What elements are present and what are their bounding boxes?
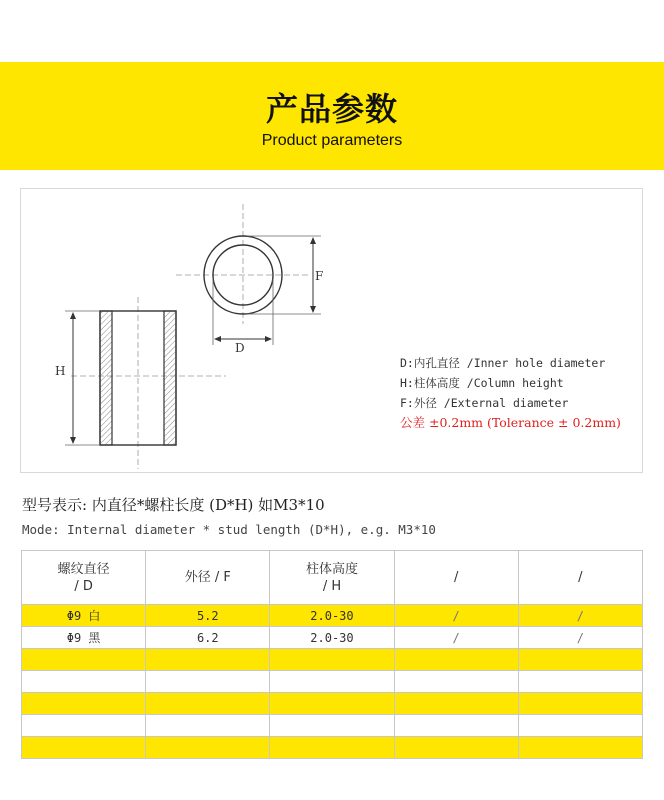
- table-cell: [394, 693, 518, 715]
- table-cell: Φ9 黑: [22, 627, 146, 649]
- label-h: H: [55, 364, 66, 378]
- table-cell: 2.0-30: [270, 605, 394, 627]
- header-line1: /: [453, 570, 459, 585]
- table-row: [22, 605, 643, 627]
- table-row: [22, 715, 643, 737]
- page-title: 产品参数: [265, 90, 398, 128]
- header-line1: 外径 / F: [184, 570, 231, 585]
- table-cell: 6.2: [146, 627, 270, 649]
- model-format-cn: 型号表示: 内直径*螺柱长度 (D*H) 如M3*10: [22, 496, 325, 514]
- table-cell: /: [394, 627, 518, 649]
- table-cell: [146, 715, 270, 737]
- header-line1: 柱体高度: [305, 561, 358, 577]
- table-row: [22, 671, 643, 693]
- side-view: [55, 297, 226, 469]
- table-cell: [394, 715, 518, 737]
- table-cell: [22, 715, 146, 737]
- header-line1: /: [578, 570, 583, 585]
- label-f: F: [315, 269, 324, 283]
- tolerance-note: 公差 ±0.2mm (Tolerance ± 0.2mm): [400, 415, 621, 430]
- table-cell: [270, 693, 394, 715]
- table-cell: [22, 737, 146, 759]
- legend: [400, 353, 621, 433]
- table-cell: [518, 649, 642, 671]
- table-cell: 5.2: [146, 605, 270, 627]
- top-view: [176, 204, 323, 355]
- table-row: [22, 649, 643, 671]
- table-cell: [22, 671, 146, 693]
- table-cell: [146, 693, 270, 715]
- table-cell: [518, 671, 642, 693]
- header-line2: / D: [74, 578, 93, 594]
- model-format-en: Mode: Internal diameter * stud length (D*H), e.g. M3*10: [22, 522, 436, 537]
- table-cell: [22, 693, 146, 715]
- table-cell: [22, 649, 146, 671]
- table-cell: [518, 693, 642, 715]
- table-row: [22, 693, 643, 715]
- table-cell: [518, 737, 642, 759]
- table-cell: Φ9 白: [22, 605, 146, 627]
- table-header-cell: [518, 551, 642, 605]
- table-cell: [146, 649, 270, 671]
- table-cell: [146, 737, 270, 759]
- legend-d: D:内孔直径 /Inner hole diameter: [400, 356, 606, 370]
- table-cell: [518, 715, 642, 737]
- table-cell: /: [518, 627, 642, 649]
- legend-f: F:外径 /External diameter: [400, 396, 569, 410]
- table-cell: [394, 649, 518, 671]
- table-cell: /: [394, 605, 518, 627]
- header-line1: 螺纹直径: [57, 561, 110, 577]
- header-line2: / H: [322, 578, 342, 594]
- table-header-cell: [394, 551, 518, 605]
- table-cell: [394, 737, 518, 759]
- table-header-cell: [22, 551, 146, 605]
- legend-h: H:柱体高度 /Column height: [400, 376, 564, 390]
- table-cell: [270, 649, 394, 671]
- table-header-cell: [146, 551, 270, 605]
- page-subtitle: Product parameters: [261, 132, 403, 149]
- table-cell: [146, 671, 270, 693]
- table-cell: 2.0-30: [270, 627, 394, 649]
- table-cell: [270, 715, 394, 737]
- table-row: [22, 627, 643, 649]
- table-cell: /: [518, 605, 642, 627]
- header-banner: [0, 62, 664, 170]
- spec-table: [21, 550, 643, 759]
- label-d: D: [235, 341, 245, 355]
- table-cell: [394, 671, 518, 693]
- table-header-cell: [270, 551, 394, 605]
- table-header-row: [22, 551, 643, 605]
- table-cell: [270, 737, 394, 759]
- table-row: [22, 737, 643, 759]
- table-cell: [270, 671, 394, 693]
